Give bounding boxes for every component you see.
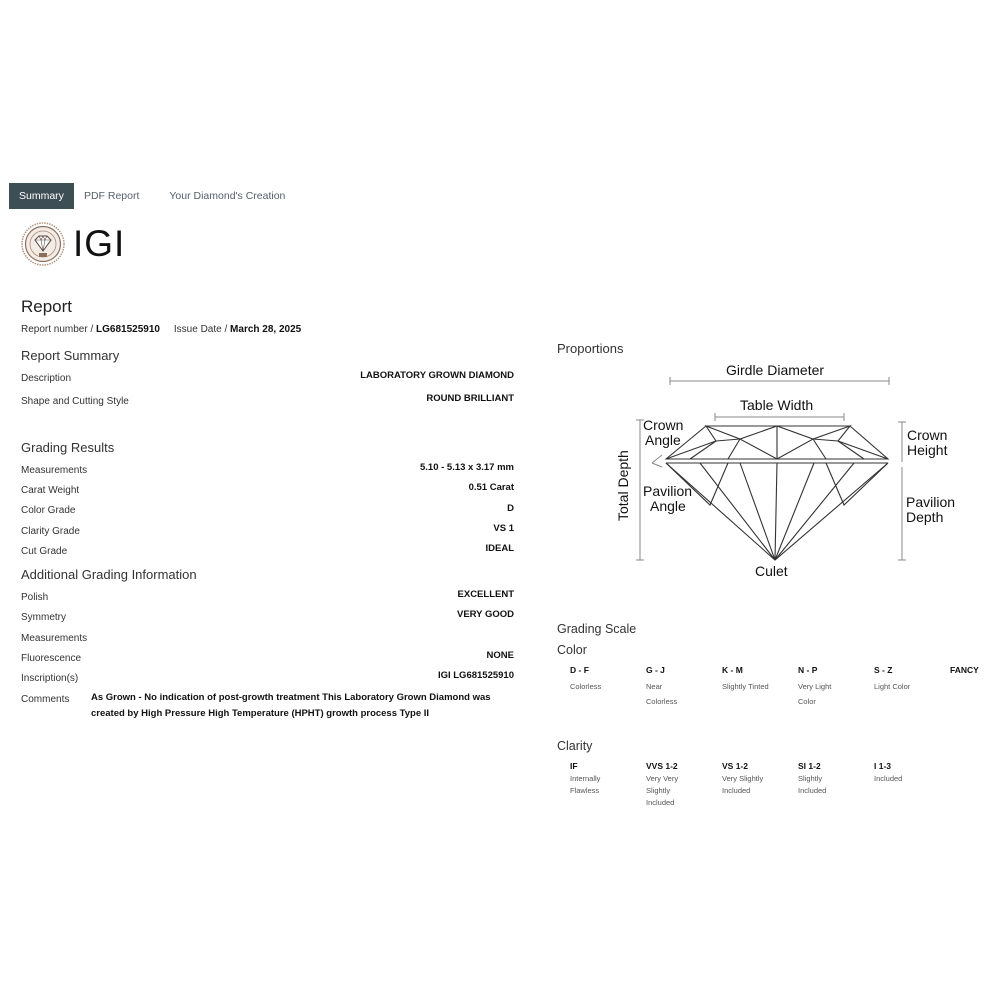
culet-label: Culet xyxy=(755,563,788,579)
color-scale-grade: S - Z xyxy=(874,665,893,675)
pavilion-angle-label-line2: Angle xyxy=(650,498,686,514)
igi-wordmark: IGI xyxy=(73,223,126,264)
additional-info-title: Additional Grading Information xyxy=(21,567,197,582)
measurements-label: Measurements xyxy=(21,465,88,476)
clarity-grade-label: Clarity Grade xyxy=(21,526,80,537)
carat-label: Carat Weight xyxy=(21,485,80,496)
color-grade-label: Color Grade xyxy=(21,505,76,516)
pavilion-angle-label-line1: Pavilion xyxy=(643,483,693,499)
symmetry-label: Symmetry xyxy=(21,612,66,623)
color-scale-desc: Very Light xyxy=(798,682,832,691)
description-label: Description xyxy=(21,373,72,384)
fluorescence-label: Fluorescence xyxy=(21,653,82,664)
clarity-scale-desc: Flawless xyxy=(570,786,600,795)
polish-label: Polish xyxy=(21,592,49,603)
tab-bar xyxy=(9,183,295,209)
issue-date-label: Issue Date / xyxy=(173,324,228,335)
inscription-value: IGI LG681525910 xyxy=(437,670,514,681)
color-scale-desc: Color xyxy=(798,697,816,706)
crown-angle-label-line2: Angle xyxy=(645,432,681,448)
clarity-scale-desc: Very Very xyxy=(646,774,679,783)
color-grade-value: D xyxy=(507,503,514,514)
cut-grade-label: Cut Grade xyxy=(21,546,68,557)
clarity-scale-grade: SI 1-2 xyxy=(798,761,821,771)
crown-height-label-line1: Crown xyxy=(907,427,948,443)
inscription-label: Inscription(s) xyxy=(21,673,79,684)
clarity-scale-desc: Included xyxy=(646,798,675,807)
symmetry-value: VERY GOOD xyxy=(456,609,514,620)
clarity-scale-desc: Slightly xyxy=(646,786,671,795)
color-scale-title: Color xyxy=(557,643,587,657)
diamond-outline xyxy=(666,426,888,560)
color-scale-desc: Colorless xyxy=(570,682,602,691)
issue-date: March 28, 2025 xyxy=(230,324,302,335)
fluorescence-value: NONE xyxy=(486,650,514,661)
clarity-scale-desc: Internally xyxy=(570,774,601,783)
girdle-diameter-label: Girdle Diameter xyxy=(726,362,825,378)
clarity-scale-grade: VVS 1-2 xyxy=(646,761,678,771)
tab-pdf-report[interactable]: PDF Report xyxy=(83,190,140,202)
crown-height-label-line2: Height xyxy=(907,442,948,458)
clarity-scale-desc: Very Slightly xyxy=(722,774,764,783)
clarity-scale-grade: I 1-3 xyxy=(874,761,892,771)
clarity-scale-desc: Slightly xyxy=(798,774,823,783)
polish-value: EXCELLENT xyxy=(457,589,514,600)
color-scale-desc: Near xyxy=(646,682,663,691)
description-value: LABORATORY GROWN DIAMOND xyxy=(360,370,514,381)
igi-logo xyxy=(21,222,125,266)
color-scale-grade: FANCY xyxy=(950,665,979,675)
clarity-scale-desc: Included xyxy=(798,786,827,795)
report-summary-title: Report Summary xyxy=(21,348,120,363)
color-scale-grade: D - F xyxy=(570,665,589,675)
carat-value: 0.51 Carat xyxy=(468,482,514,493)
clarity-scale-desc: Included xyxy=(874,774,903,783)
report-number-label: Report number / xyxy=(21,324,94,335)
clarity-scale-grade: IF xyxy=(570,761,578,771)
color-scale-desc: Colorless xyxy=(646,697,678,706)
color-scale-grade: G - J xyxy=(646,665,665,675)
tab-summary[interactable]: Summary xyxy=(9,183,74,209)
shape-label: Shape and Cutting Style xyxy=(21,396,129,407)
crown-angle-label-line1: Crown xyxy=(643,417,684,433)
color-scale-desc: Light Color xyxy=(874,682,911,691)
color-scale-desc: Slightly Tinted xyxy=(722,682,769,691)
color-scale-grade: N - P xyxy=(798,665,818,675)
proportions-title: Proportions xyxy=(557,341,624,356)
total-depth-label: Total Depth xyxy=(615,450,631,521)
report-number: LG681525910 xyxy=(96,324,160,335)
table-width-label: Table Width xyxy=(740,397,814,413)
igi-seal-icon xyxy=(21,222,65,266)
report-title: Report xyxy=(21,297,73,316)
clarity-grade-value: VS 1 xyxy=(493,523,514,534)
pavilion-depth-label-line1: Pavilion xyxy=(906,494,956,510)
color-scale-grade: K - M xyxy=(722,665,743,675)
clarity-scale-desc: Included xyxy=(722,786,751,795)
measurements-value: 5.10 - 5.13 x 3.17 mm xyxy=(419,462,514,473)
diamond-proportions-diagram xyxy=(600,355,980,590)
shape-value: ROUND BRILLIANT xyxy=(426,393,514,404)
pavilion-depth-label-line2: Depth xyxy=(906,509,944,525)
comments-value: As Grown - No indication of post-growth treatment This Laboratory Grown Diamond was created by High Pressure High Temperature (HPHT) growth process Type II xyxy=(91,692,491,719)
comments-label: Comments xyxy=(21,694,70,705)
grading-scale-title: Grading Scale xyxy=(557,622,637,636)
clarity-scale-title: Clarity xyxy=(557,739,593,753)
cut-grade-value: IDEAL xyxy=(485,543,514,554)
clarity-scale-grade: VS 1-2 xyxy=(722,761,748,771)
tab-diamond-creation[interactable]: Your Diamond's Creation xyxy=(169,190,286,202)
grading-results-title: Grading Results xyxy=(21,440,115,455)
add-measurements-label: Measurements xyxy=(21,633,88,644)
report-meta xyxy=(21,324,301,335)
